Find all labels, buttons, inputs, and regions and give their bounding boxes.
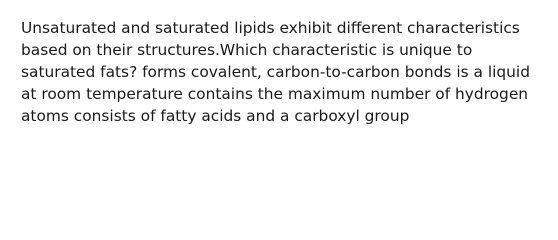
question-text: Unsaturated and saturated lipids exhibit different characteristics based on their structures.Which characteristic is unique to saturated fats? forms covalent, carbon-to-carbon bonds is a liquid at room temperature contains the maximum number of hydrogen atoms consists of fatty acids and a carboxyl group <box>21 19 530 125</box>
